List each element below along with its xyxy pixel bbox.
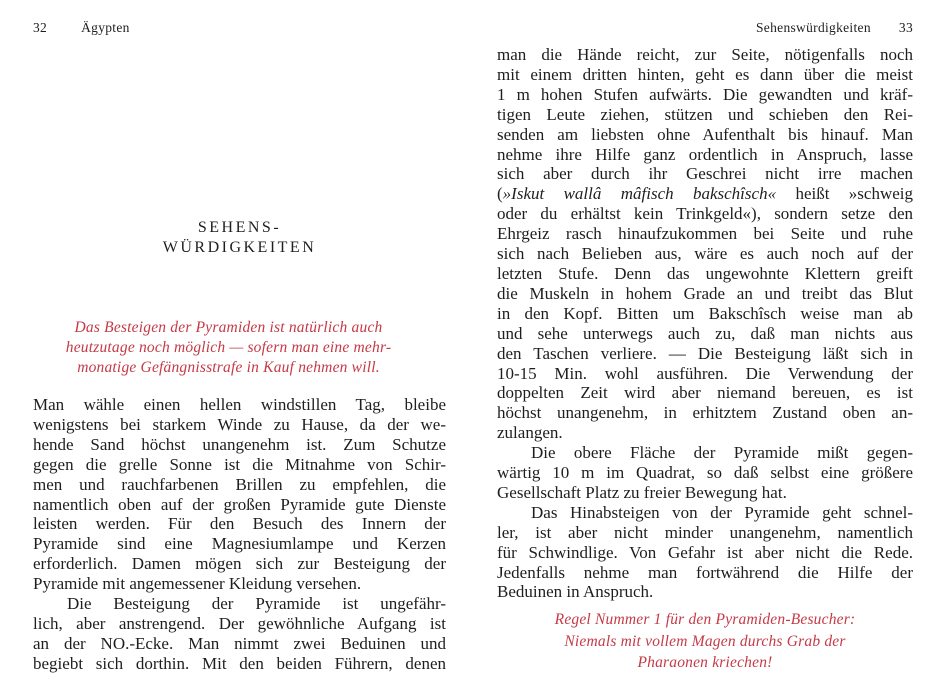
running-head-left (33, 20, 446, 36)
body-line: Die Besteigung der Pyramide ist ungefähr- (67, 594, 446, 614)
body-line: lich, aber anstrengend. Der gewöhnliche Aufgang ist (33, 613, 446, 633)
margin-note-line: Pharaonen kriechen! (637, 654, 773, 671)
page-number-right: 33 (898, 20, 913, 35)
body-line: namentlich oben auf der großen Pyramide gute Dienste (33, 494, 446, 514)
body-line: höchst unangenehm, in erhitztem Zustand oben an- (497, 403, 913, 423)
body-line: für Schwindlige. Von Gefahr ist aber nicht die Rede. (497, 542, 913, 562)
body-line: tigen Leute ziehen, stützen und schieben den Rei- (497, 104, 913, 124)
body-line: erforderlich. Damen mögen sich zur Besteigung der (33, 554, 446, 574)
body-line: wenigstens bei starkem Winde zu Hause, da der we- (33, 414, 446, 434)
chapter-heading (33, 218, 446, 258)
body-line: hende Sand höchst unangenehm ist. Zum Schutze (33, 434, 446, 454)
margin-note-left (61, 318, 396, 378)
margin-note-line: Niemals mit vollem Magen durchs Grab der (564, 632, 846, 650)
body-line: wärtig 10 m im Quadrat, so daß selbst eine größere (497, 463, 913, 483)
page-right (497, 0, 913, 700)
body-line: Pyramide mit angemessener Kleidung versehen. (33, 574, 362, 594)
body-line: sich aber durch ihr Geschrei nicht irre machen (497, 164, 913, 184)
running-header-title-right: Sehenswürdigkeiten (756, 20, 871, 35)
body-line: ler, ist aber nicht minder unangenehm, namentlich (497, 522, 913, 542)
body-line: senden am liebsten ohne Aufenthalt bis hinauf. Man (497, 124, 913, 144)
body-line: men und rauchfarbenen Brillen zu empfehlen, die (33, 474, 446, 494)
body-line: Man wähle einen hellen windstillen Tag, bleibe (33, 395, 446, 414)
body-line: mit einem dritten hinten, geht es dann über die meist (497, 64, 913, 84)
margin-note-line: Das Besteigen der Pyramiden ist natürlich auch (74, 319, 383, 336)
body-line: sich nach Belieben aus, wäre es auch noch auf der (497, 244, 913, 264)
body-line: Gesellschaft Platz zu freier Bewegung hat. (497, 482, 787, 502)
body-line: den Taschen verliere. — Die Besteigung läßt sich in (497, 343, 913, 363)
body-line: in den Kopf. Bitten um Bakschîsch weise man ab (497, 303, 913, 323)
running-head-right (497, 20, 913, 36)
body-line: nehme ihre Hilfe ganz ordentlich in Anspruch, lasse (497, 144, 913, 164)
body-line: 1 m hohen Stufen aufwärts. Die gewandten und kräf- (497, 84, 913, 104)
body-line: Ehrgeiz rasch hinaufzukommen bei Seite und ruhe (497, 224, 913, 244)
body-line: oder du erhältst kein Trinkgeld«), sondern setze den (497, 204, 913, 224)
body-line: Jedenfalls nehme man fortwährend die Hilfe der (497, 562, 913, 582)
margin-note-line: heutzutage noch möglich — sofern man eine mehr- (65, 339, 392, 356)
body-line: Die obere Fläche der Pyramide mißt gegen- (531, 443, 913, 463)
margin-note-right (515, 609, 895, 674)
body-line: man die Hände reicht, zur Seite, nötigenfalls noch (497, 45, 913, 64)
page-left (33, 0, 446, 700)
body-text-left (33, 395, 446, 674)
body-line: und sehe unterwegs auch zu, daß man nichts aus (497, 323, 913, 343)
body-line: an der NO.-Ecke. Man nimmt zwei Beduinen und (33, 633, 446, 653)
body-line: leisten werden. Für den Besuch des Innern der (33, 514, 446, 534)
body-line: die Muskeln in hohem Grade an und treibt das Blut (497, 283, 913, 303)
chapter-heading-line-2: WÜRDIGKEITEN (162, 239, 317, 256)
body-text-right (497, 45, 913, 602)
margin-note-line: Regel Nummer 1 für den Pyramiden-Besucher: (554, 611, 856, 628)
body-line: letzten Stufe. Denn das ungewohnte Klettern greift (497, 263, 913, 283)
body-line: Beduinen in Anspruch. (497, 582, 654, 602)
body-line: Das Hinabsteigen von der Pyramide geht schnel- (531, 502, 913, 522)
page-number-left: 32 (33, 20, 48, 35)
body-line: begiebt sich dorthin. Mit den beiden Führern, denen (33, 653, 446, 673)
body-line: Pyramide sind eine Magnesiumlampe und Kerzen (33, 534, 446, 554)
running-header-title-left: Ägypten (81, 20, 130, 35)
body-line: doppelten Zeit wird aber niemand bereuen, es ist (497, 383, 913, 403)
body-line: zulangen. (497, 423, 563, 443)
chapter-heading-line-1: SEHENS- (197, 219, 282, 236)
margin-note-line: monatige Gefängnisstrafe in Kauf nehmen will. (77, 359, 380, 376)
body-line: (»Iskut wallâ mâfisch bakschîsch« heißt »schweig (497, 184, 914, 204)
body-line: gegen die grelle Sonne ist die Mitnahme von Schir- (33, 454, 446, 474)
body-line: 10-15 Min. wohl ausführen. Die Verwendung der (497, 363, 913, 383)
